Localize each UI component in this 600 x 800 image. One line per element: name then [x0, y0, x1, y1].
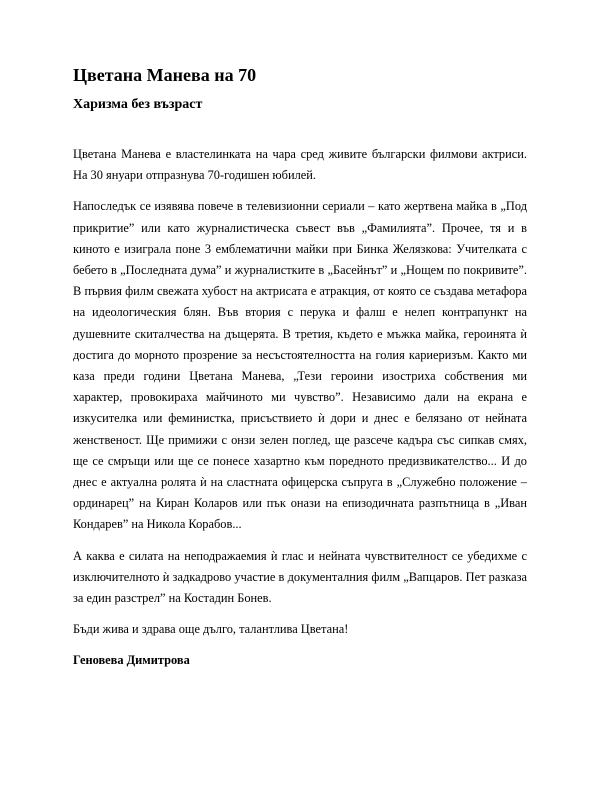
article-subtitle: Харизма без възраст [73, 97, 203, 112]
article-author: Геновева Димитрова [73, 653, 190, 668]
paragraph-intro: Цветана Манева е властелинката на чара сред живите български филмови актриси. На 30 януари отпразнува 70-годишен юбилей. [73, 147, 527, 183]
paragraph-wishes: Бъди жива и здрава още дълго, талантлива Цветана! [73, 622, 349, 637]
paragraph-roles: Напоследък се изявява повече в телевизионни сериали – като жертвена майка в „Под прикритие” или като журналистическа съвест във „Фамилията”. Прочее, тя и в киното е изиграла поне 3 емблематични майки при Бинка Желязкова: Учителката с бебето в „Последната дума” и журналистките в „Басейнът” и „Нощем по покривите”. В първия филм свежата хубост на актрисата е атракция, от която се създава метафора на идеологическия блян. Във втория с перука и фалш е нелеп контрапункт на душевните скиталчества на дъщерята. В третия, където е мъжка майка, героинята ѝ достига до морното прозрение за несъстоятелността на голия кариеризъм. Както ми каза преди години Цветана Манева, „Тези героини изостриха собствения ми характер, провокираха майчиното ми чувство”. Независимо дали на екрана е изкусителка или феминистка, присъствието ѝ дори и днес е белязано от нейната женственост. Ще примижи с онзи зелен поглед, ще разсече кадъра със сипкав смях, ще се смръщи или ще се понесе хазартно към поредното предизвикателство... И до днес е актуална ролята ѝ на сластната офицерска съпруга в „Служебно положение – ординарец” на Киран Коларов или пък онази на епизодичната разпътница в „Иван Кондарев” на Никола Корабов... [73, 199, 527, 532]
document-page [73, 64, 527, 671]
paragraph-voice: А каква е силата на неподражаемия ѝ глас и нейната чувствителност се убедихме с изключителното ѝ задкадрово участие в документалния филм „Вапцаров. Пет разказа за един разстрел” на Костадин Бонев. [73, 548, 527, 606]
article-title: Цветана Манева на 70 [73, 65, 257, 85]
article-body [73, 144, 527, 671]
